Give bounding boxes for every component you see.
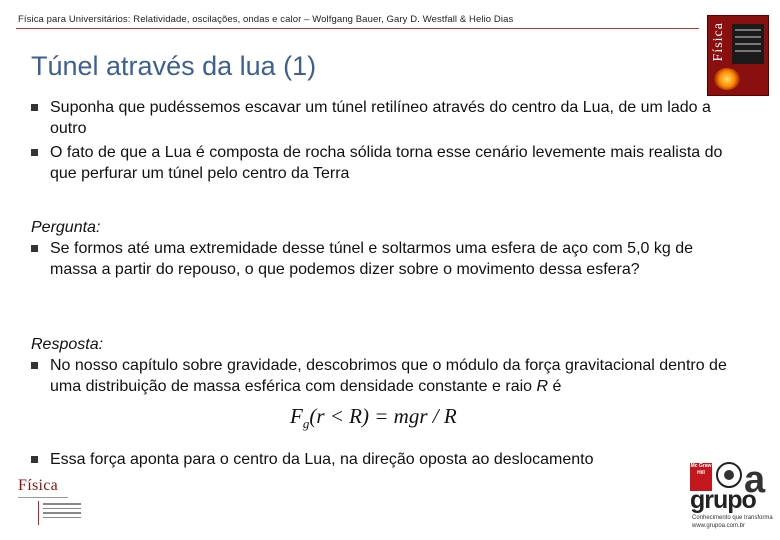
question-bullet [31,238,738,280]
grupo-url: www.grupoa.com.br [692,523,746,529]
bullet-marker [31,456,38,463]
intro-bullet-text: Suponha que pudéssemos escavar um túnel retilíneo através do centro da Lua, de um lado a outro [50,99,711,137]
bullet-marker [31,362,38,369]
answer-bullet-suffix: é [548,378,562,395]
bullet-marker [31,245,38,252]
formula-expression: (r < R) = mgr / R [309,404,457,428]
intro-bullet-1 [31,97,738,139]
answer-label: Resposta: [31,336,104,353]
fisica-logo [18,477,88,527]
slide-title: Túnel através da lua (1) [31,51,317,81]
fisica-logo-word: Física [18,477,59,494]
answer-section [31,334,738,397]
answer-bullet-1 [31,355,738,397]
question-label: Pergunta: [31,219,101,236]
question-section [31,217,738,280]
cover-title: Física [711,22,726,62]
seal-icon [716,462,742,488]
answer-section-2 [31,449,738,470]
grupo-tagline [692,514,773,530]
intro-bullet-2 [31,142,738,184]
grupo-a-logo [690,460,772,530]
cover-text-panel [732,24,764,64]
answer-bullet-text: No nosso capítulo sobre gravidade, descobrimos que o módulo da força gravitacional dentro de uma distribuição de massa esférica com densidade constante e raio [50,357,727,395]
intro-section [31,97,738,184]
intro-bullet-text: O fato de que a Lua é composta de rocha sólida torna esse cenário levemente mais realista do que perfurar um túnel pelo centro da Terra [50,144,723,182]
cover-illustration-small [742,74,760,88]
book-cover-image [707,15,769,96]
answer-bullet-2-text: Essa força aponta para o centro da Lua, na direção oposta ao deslocamento [50,451,594,468]
answer-bullet-2 [31,449,738,470]
bullet-marker [31,149,38,156]
grupo-tagline-text: Conhecimento que transforma [692,515,773,521]
question-bullet-text: Se formos até uma extremidade desse túnel e soltarmos uma esfera de aço com 5,0 kg de massa a partir do repouso, o que podemos dizer sobre o movimento dessa esfera? [50,240,693,278]
book-reference: Física para Universitários: Relatividade, oscilações, ondas e calor – Wolfgang Bauer, Gary D. Westfall & Helio Dias [18,14,514,25]
cover-illustration [714,68,740,90]
grupo-word: grupo [690,486,756,514]
formula-force-symbol: F [290,404,303,428]
formula-subscript: g [302,416,310,432]
force-formula [290,404,457,432]
header-divider [16,28,699,29]
radius-variable: R [536,378,549,395]
bullet-marker [31,104,38,111]
mcgraw-hill-badge: Mc Graw Hill [690,463,712,491]
grupo-a-letter: a [744,459,766,501]
